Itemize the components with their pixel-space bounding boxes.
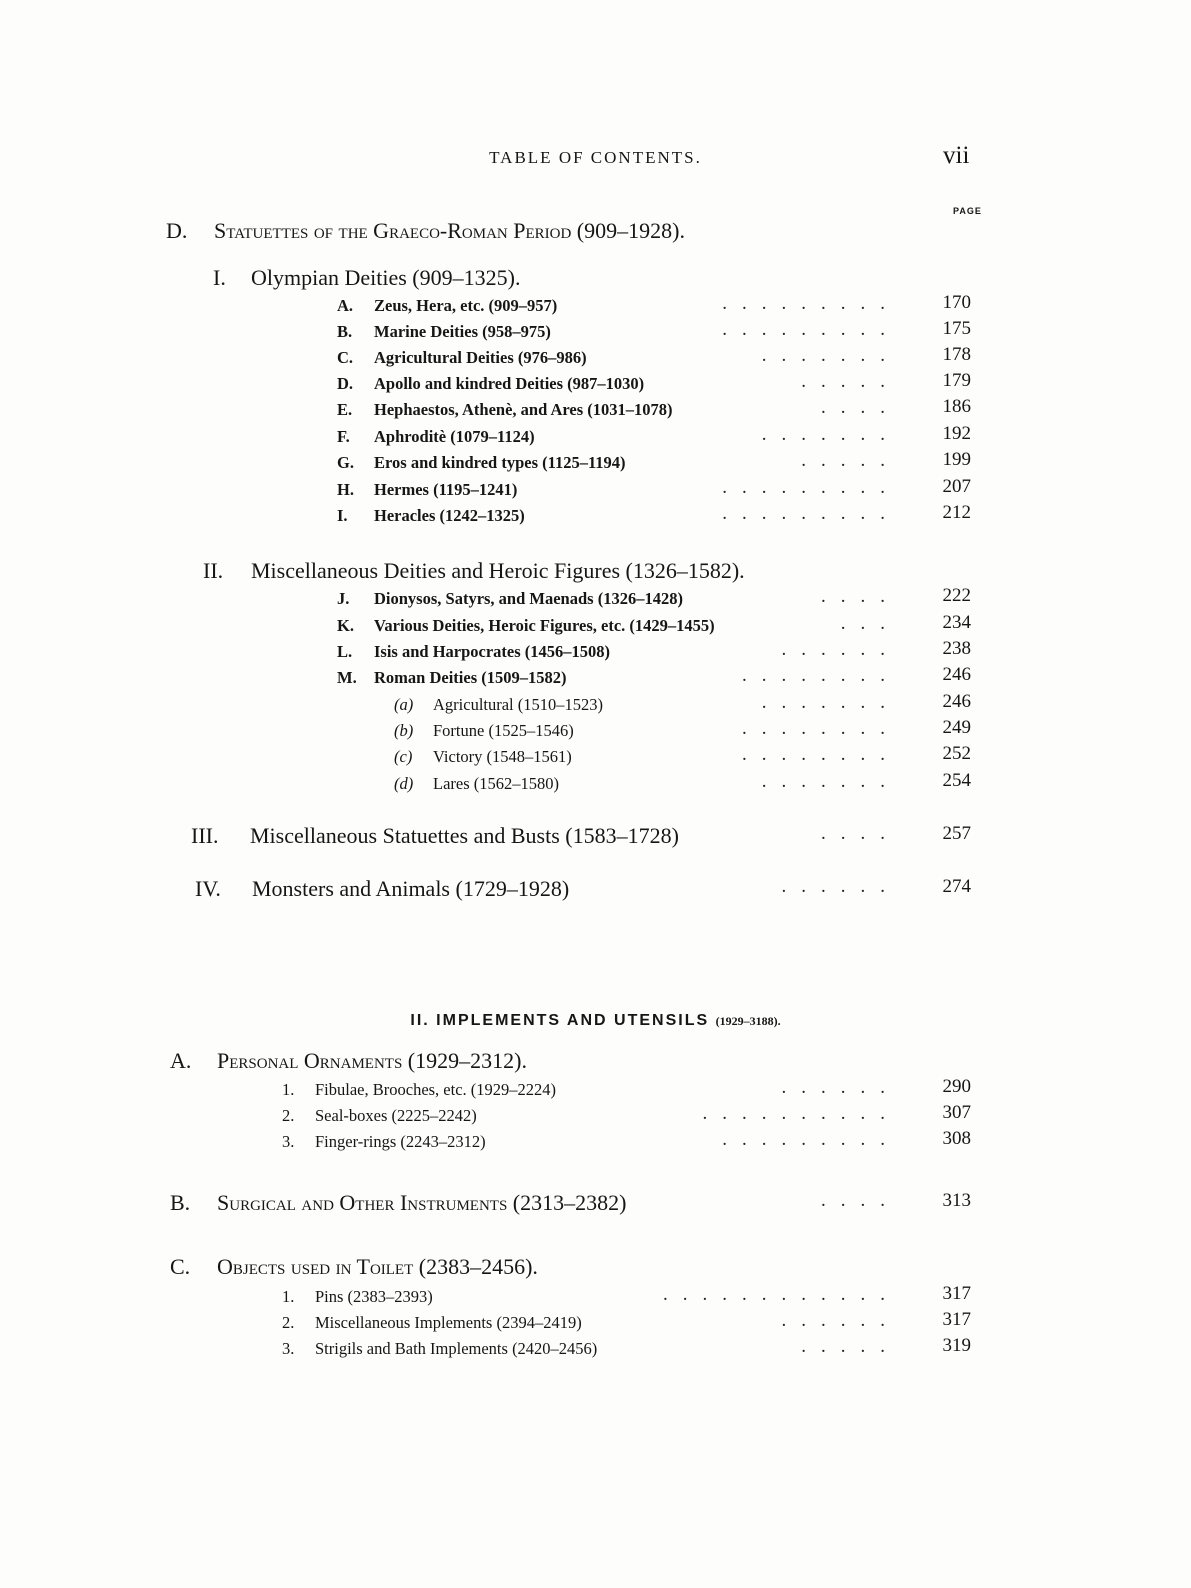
toc-entry-title: Hephaestos, Athenè, and Ares (1031–1078): [374, 400, 673, 419]
toc-entry-page: 317: [942, 1283, 971, 1304]
toc-entry-title: Marine Deities (958–975): [374, 322, 551, 341]
toc-entry-title: Isis and Harpocrates (1456–1508): [374, 642, 611, 661]
section-d-letter: D.: [166, 218, 188, 243]
dot-leader: ....: [821, 397, 900, 418]
part-heading: [0, 1012, 1191, 1030]
toc-entry-page: 178: [942, 344, 971, 365]
toc-entry-page: 290: [942, 1076, 971, 1097]
toc-entry-letter: L.: [337, 642, 353, 661]
toc-entry-title: Miscellaneous Implements (2394–2419): [315, 1313, 582, 1332]
sub-entry-page: 254: [942, 770, 971, 791]
group-1-title: Olympian Deities (909–1325).: [251, 265, 521, 290]
toc-entry-page: 175: [942, 318, 971, 339]
toc-entry-number: 3.: [282, 1132, 295, 1151]
dot-leader: .......: [761, 424, 900, 445]
group-3-title: Miscellaneous Statuettes and Busts (1583–1728): [250, 823, 679, 848]
dot-leader: .....: [801, 1336, 900, 1357]
section-c-title: Objects used in Toilet (2383–2456).: [217, 1254, 538, 1279]
page-column-label: PAGE: [953, 206, 982, 216]
toc-entry-title: Apollo and kindred Deities (987–1030): [374, 374, 645, 393]
toc-entry-letter: I.: [337, 506, 348, 525]
dot-leader: .........: [722, 293, 900, 314]
toc-entry-page: 246: [942, 664, 971, 685]
group-3-numeral: III.: [191, 823, 219, 848]
toc-entry-page: 319: [942, 1335, 971, 1356]
toc-entry-letter: G.: [337, 453, 354, 472]
page-number: vii: [943, 142, 970, 169]
toc-entry-title: Strigils and Bath Implements (2420–2456): [315, 1339, 598, 1358]
dot-leader: ......: [781, 639, 900, 660]
toc-entry-page: 308: [942, 1128, 971, 1149]
section-d-title: Statuettes of the Graeco-Roman Period (909–1928).: [214, 218, 685, 243]
sub-entry-label: (b): [394, 721, 414, 740]
dot-leader: ........: [742, 744, 900, 765]
sub-entry-page: 249: [942, 717, 971, 738]
dot-leader: .......: [761, 345, 900, 366]
toc-entry-title: Aphroditè (1079–1124): [374, 427, 535, 446]
toc-entry-number: 2.: [282, 1313, 295, 1332]
toc-entry-letter: H.: [337, 480, 354, 499]
dot-leader: ..........: [702, 1103, 900, 1124]
dot-leader: ....: [821, 823, 900, 844]
toc-entry-letter: C.: [337, 348, 354, 367]
toc-entry-title: Dionysos, Satyrs, and Maenads (1326–1428): [374, 589, 683, 608]
dot-leader: ...: [840, 613, 900, 634]
group-4-title: Monsters and Animals (1729–1928): [252, 876, 570, 901]
group-4-page: 274: [942, 876, 971, 897]
toc-entry-title: Seal-boxes (2225–2242): [315, 1106, 477, 1125]
toc-entry-letter: J.: [337, 589, 350, 608]
toc-entry-number: 1.: [282, 1287, 295, 1306]
toc-entry-title: Zeus, Hera, etc. (909–957): [374, 296, 558, 315]
toc-entry-letter: D.: [337, 374, 354, 393]
group-2-numeral: II.: [203, 558, 224, 583]
toc-entry-title: Pins (2383–2393): [315, 1287, 433, 1306]
dot-leader: ......: [781, 1077, 900, 1098]
toc-entry-title: Various Deities, Heroic Figures, etc. (1429–1455): [374, 616, 715, 635]
dot-leader: .........: [722, 503, 900, 524]
section-a-title: Personal Ornaments (1929–2312).: [217, 1048, 527, 1073]
toc-entry-title: Roman Deities (1509–1582): [374, 668, 567, 687]
toc-entry-title: Fibulae, Brooches, etc. (1929–2224): [315, 1080, 557, 1099]
sub-entry-title: Lares (1562–1580): [433, 774, 560, 793]
dot-leader: ............: [663, 1284, 900, 1305]
toc-entry-title: Heracles (1242–1325): [374, 506, 525, 525]
toc-entry-page: 238: [942, 638, 971, 659]
sub-entry-label: (c): [394, 747, 413, 766]
toc-entry-title: Agricultural Deities (976–986): [374, 348, 587, 367]
section-b-title: Surgical and Other Instruments (2313–2382): [217, 1190, 627, 1215]
toc-entry-page: 222: [942, 585, 971, 606]
toc-entry-page: 234: [942, 612, 971, 633]
toc-entry-page: 199: [942, 449, 971, 470]
sub-entry-page: 252: [942, 743, 971, 764]
toc-entry-letter: E.: [337, 400, 353, 419]
toc-entry-page: 212: [942, 502, 971, 523]
toc-entry-number: 2.: [282, 1106, 295, 1125]
section-b-letter: B.: [170, 1190, 191, 1215]
toc-entry-letter: F.: [337, 427, 350, 446]
sub-entry-label: (d): [394, 774, 414, 793]
sub-entry-label: (a): [394, 695, 414, 714]
toc-entry-title: Eros and kindred types (1125–1194): [374, 453, 626, 472]
toc-entry-page: 207: [942, 476, 971, 497]
toc-entry-page: 186: [942, 396, 971, 417]
toc-entry-page: 170: [942, 292, 971, 313]
toc-entry-letter: M.: [337, 668, 357, 687]
toc-entry-number: 3.: [282, 1339, 295, 1358]
dot-leader: .........: [722, 319, 900, 340]
part-heading-title: II. IMPLEMENTS AND UTENSILS: [410, 1012, 710, 1029]
toc-entry-letter: A.: [337, 296, 354, 315]
dot-leader: ......: [781, 1310, 900, 1331]
dot-leader: ........: [742, 665, 900, 686]
group-3-page: 257: [942, 823, 971, 844]
toc-entry-page: 317: [942, 1309, 971, 1330]
section-a-letter: A.: [170, 1048, 192, 1073]
sub-entry-page: 246: [942, 691, 971, 712]
dot-leader: .....: [801, 371, 900, 392]
dot-leader: ....: [821, 586, 900, 607]
dot-leader: ....: [821, 1190, 900, 1211]
toc-entry-number: 1.: [282, 1080, 295, 1099]
sub-entry-title: Victory (1548–1561): [433, 747, 572, 766]
section-b-page: 313: [942, 1190, 971, 1211]
toc-entry-page: 192: [942, 423, 971, 444]
dot-leader: .....: [801, 450, 900, 471]
sub-entry-title: Fortune (1525–1546): [433, 721, 574, 740]
group-1-numeral: I.: [213, 265, 226, 290]
dot-leader: ......: [781, 876, 900, 897]
group-2-title: Miscellaneous Deities and Heroic Figures (1326–1582).: [251, 558, 745, 583]
toc-entry-title: Finger-rings (2243–2312): [315, 1132, 486, 1151]
dot-leader: ........: [742, 718, 900, 739]
sub-entry-title: Agricultural (1510–1523): [433, 695, 604, 714]
running-title: TABLE OF CONTENTS.: [489, 148, 702, 167]
dot-leader: .......: [761, 771, 900, 792]
dot-leader: .......: [761, 692, 900, 713]
toc-entry-letter: B.: [337, 322, 353, 341]
toc-entry-letter: K.: [337, 616, 354, 635]
toc-entry-page: 179: [942, 370, 971, 391]
part-heading-range: (1929–3188).: [715, 1014, 781, 1028]
toc-entry-title: Hermes (1195–1241): [374, 480, 518, 499]
dot-leader: .........: [722, 477, 900, 498]
group-4-numeral: IV.: [195, 876, 221, 901]
dot-leader: .........: [722, 1129, 900, 1150]
toc-entry-page: 307: [942, 1102, 971, 1123]
section-c-letter: C.: [170, 1254, 191, 1279]
